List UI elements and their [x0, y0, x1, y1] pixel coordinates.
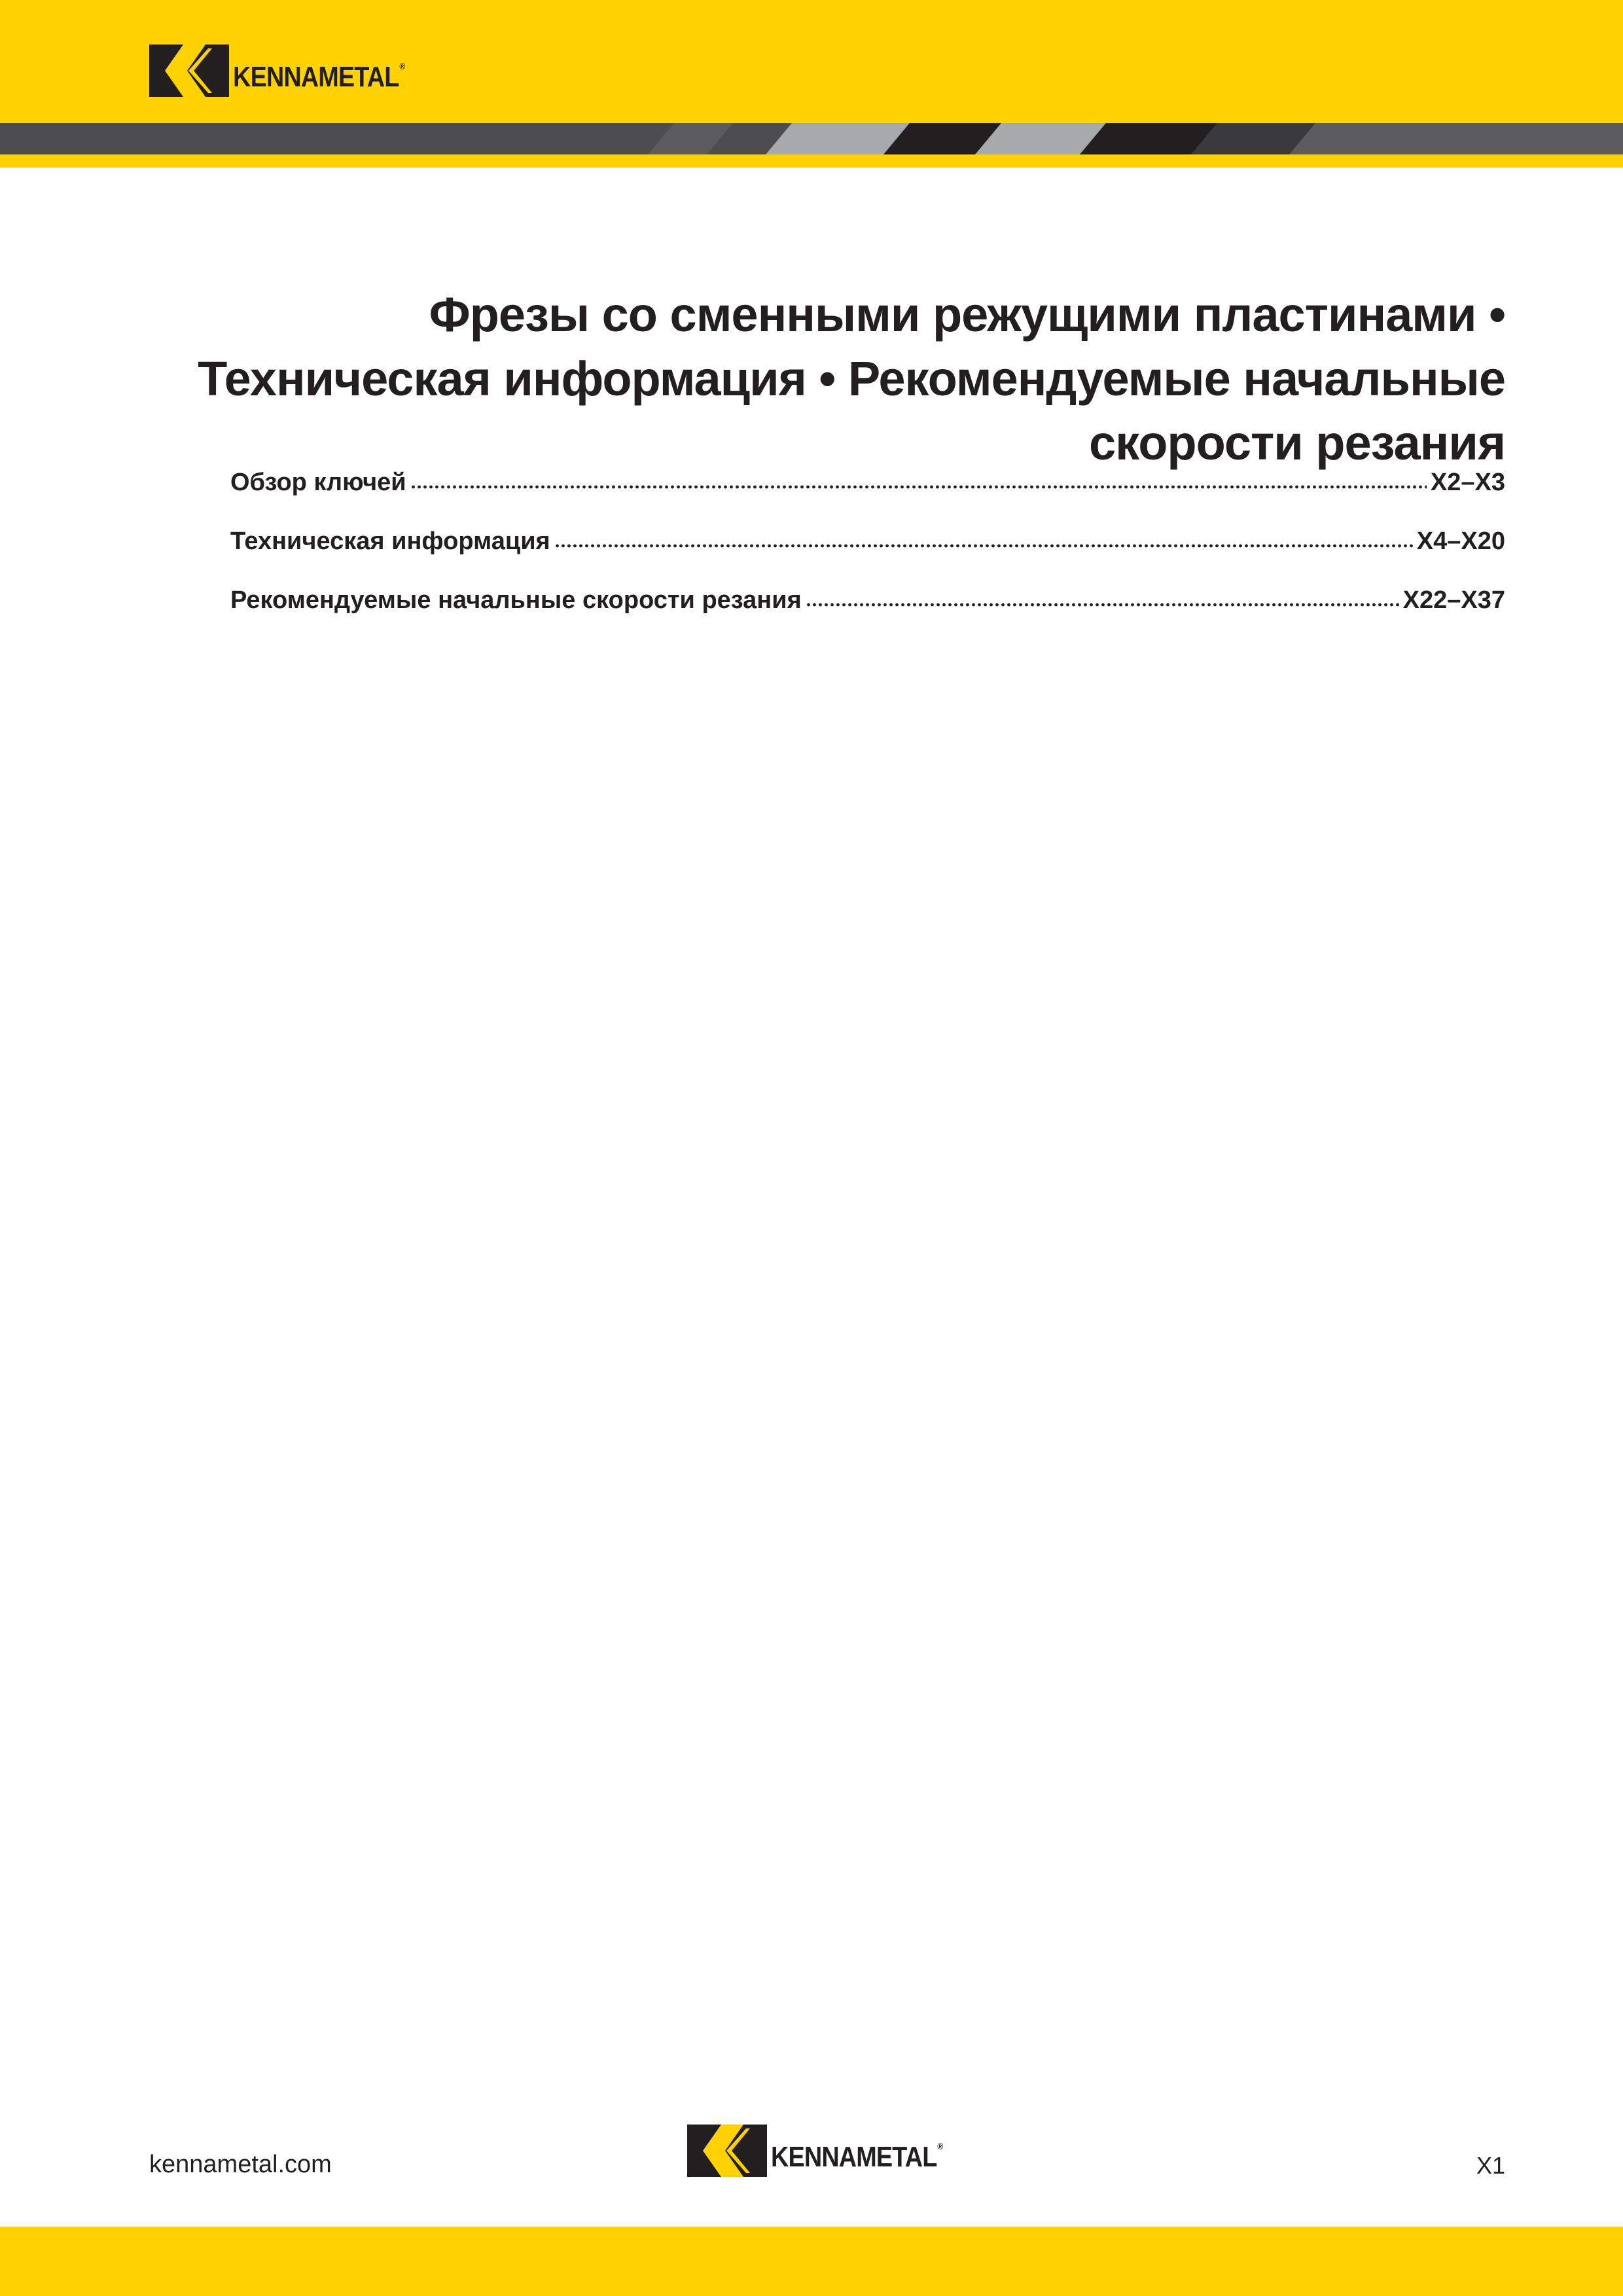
kennametal-k-icon: [687, 2125, 767, 2177]
toc-entry-label: Рекомендуемые начальные скорости резания: [230, 586, 802, 614]
footer-band: [0, 2227, 1623, 2296]
page-title: Фрезы со сменными режущими пластинами • Техническая информация • Рекомендуемые начальные скорости резания: [198, 287, 1505, 470]
toc-entry-pages: X2–X3: [1430, 469, 1505, 496]
kennametal-wordmark: KENNAMETAL®: [771, 2141, 943, 2173]
toc-entry-label: Обзор ключей: [230, 469, 406, 496]
toc-entry-cutting-speeds[interactable]: [230, 586, 1505, 645]
toc-entry-pages: X22–X37: [1402, 586, 1505, 614]
toc-dot-leader: [410, 485, 1427, 489]
table-of-contents: [230, 469, 1505, 645]
page-number: X1: [1476, 2152, 1505, 2179]
kennametal-k-icon: [149, 45, 229, 97]
toc-entry-pages: X4–X20: [1416, 528, 1505, 555]
toc-entry-label: Техническая информация: [230, 528, 550, 555]
kennametal-wordmark: KENNAMETAL®: [233, 61, 405, 93]
footer-website-link[interactable]: kennametal.com: [149, 2151, 332, 2178]
kennametal-logo: [149, 45, 433, 97]
toc-entry-technical-information[interactable]: [230, 528, 1505, 586]
toc-entry-key-overview[interactable]: [230, 469, 1505, 528]
toc-dot-leader: [806, 603, 1399, 607]
toc-dot-leader: [554, 544, 1413, 548]
footer-kennametal-logo: [687, 2125, 971, 2177]
header-stripe: [0, 123, 1623, 154]
